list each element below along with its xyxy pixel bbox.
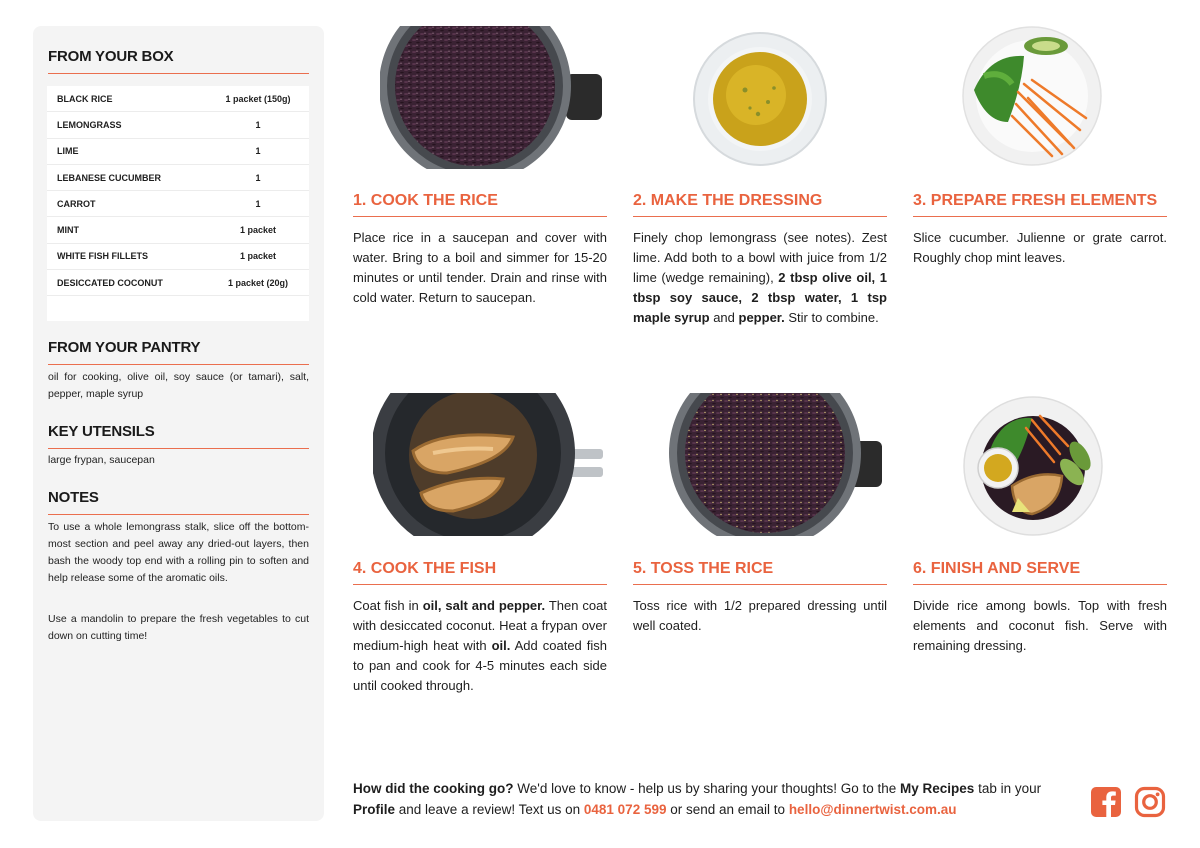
step-3-title: 3. PREPARE FRESH ELEMENTS (913, 192, 1167, 217)
step-4-title: 4. COOK THE FISH (353, 560, 607, 585)
box-ingredients-table (47, 86, 309, 321)
ingredient-quantity: 1 (255, 119, 261, 130)
step-text-segment: Slice cucumber. Julienne or grate carrot. Roughly chop mint leaves. (913, 230, 1167, 265)
box-ingredient-row (47, 244, 309, 270)
ingredient-quantity: 1 packet (20g) (227, 277, 289, 288)
footer-text-2: tab in your (974, 781, 1042, 796)
step-2-title: 2. MAKE THE DRESSING (633, 192, 887, 217)
facebook-icon[interactable] (1090, 786, 1122, 818)
notes-title: NOTES (48, 489, 309, 515)
step-text-segment: oil. (491, 638, 511, 653)
ingredient-name: DESICCATED COCONUT (57, 277, 163, 288)
my-recipes-link[interactable]: My Recipes (900, 781, 975, 796)
ingredient-quantity: 1 packet (150g) (225, 93, 291, 104)
box-ingredient-row (47, 112, 309, 138)
ingredient-quantity: 1 packet (239, 251, 277, 262)
dressing-bowl-image (690, 30, 830, 168)
step-text-segment: Toss rice with 1/2 prepared dressing until well coated. (633, 598, 887, 633)
step-1-title: 1. COOK THE RICE (353, 192, 607, 217)
footer-text-4: or send an email to (666, 802, 789, 817)
black-rice-saucepan-image (380, 26, 610, 169)
instagram-icon[interactable] (1134, 786, 1166, 818)
footer-question: How did the cooking go? (353, 781, 514, 796)
fresh-vegetables-plate-image (962, 26, 1102, 166)
utensils-text: large frypan, saucepan (48, 454, 155, 466)
step-text-segment: Coat fish in (353, 598, 423, 613)
step-text-segment: and (709, 310, 739, 325)
ingredient-name: CARROT (57, 198, 96, 209)
from-your-box-title: FROM YOUR BOX (48, 48, 309, 74)
step-5-title: 5. TOSS THE RICE (633, 560, 887, 585)
step-text-segment: Then coat with desiccated coconut. Heat a frypan over medium-high heat with (353, 598, 607, 653)
ingredient-name: LEMONGRASS (57, 119, 122, 130)
box-ingredient-row (47, 86, 309, 112)
ingredient-name: MINT (57, 225, 79, 236)
box-ingredient-row (47, 139, 309, 165)
step-text-segment: Finely chop lemongrass (see notes). Zest lime. Add both to a bowl with juice from 1/2 lime (wedge remaining), (633, 230, 887, 285)
tossed-rice-saucepan-image (660, 393, 890, 536)
ingredient-quantity: 1 (255, 198, 261, 209)
footer-text-1: We'd love to know - help us by sharing your thoughts! Go to the (513, 781, 901, 796)
step-text-segment: Place rice in a saucepan and cover with water. Bring to a boil and simmer for 15-20 minutes or until tender. Drain and rinse with cold water. Return to saucepan. (353, 230, 607, 305)
served-bowl-image (962, 396, 1104, 536)
step-3-body (913, 228, 1167, 268)
step-text-segment: Add coated fish to pan and cook for 4-5 minutes each side until cooked through. (353, 638, 608, 693)
box-ingredient-row (47, 165, 309, 191)
ingredient-name: LIME (57, 146, 79, 157)
step-text-segment: Divide rice among bowls. Top with fresh elements and coconut fish. Serve with remaining dressing. (913, 598, 1167, 653)
email-link[interactable]: hello@dinnertwist.com.au (788, 802, 957, 817)
pantry-text: oil for cooking, olive oil, soy sauce (or tamari), salt, pepper, maple syrup (48, 371, 309, 400)
step-2-body (633, 228, 887, 328)
notes-text-2: Use a mandolin to prepare the fresh vegetables to cut down on cutting time! (48, 613, 309, 642)
step-1-body (353, 228, 607, 308)
step-6-body (913, 596, 1167, 656)
box-ingredient-row (47, 217, 309, 243)
box-ingredient-row (47, 191, 309, 217)
ingredient-name: WHITE FISH FILLETS (57, 251, 148, 262)
footer-text-3: and leave a review! Text us on (395, 802, 584, 817)
feedback-footer (353, 778, 1073, 820)
step-text-segment: 2 tbsp olive oil, 1 tbsp soy sauce, 2 tbsp water, 1 tsp maple syrup (633, 270, 887, 325)
notes-text-1: To use a whole lemongrass stalk, slice off the bottom-most section and peel away any dried-out layers, then bash the woody top end with a rolling pin to soften and help release some of the aromatic oils. (48, 521, 309, 584)
ingredient-quantity: 1 (255, 172, 261, 183)
ingredient-name: BLACK RICE (57, 93, 113, 104)
ingredient-quantity: 1 packet (239, 225, 277, 236)
step-4-body (353, 596, 607, 696)
step-text-segment: Stir to combine. (784, 310, 879, 325)
ingredient-quantity: 1 (255, 146, 261, 157)
step-5-body (633, 596, 887, 636)
ingredients-panel (33, 26, 324, 821)
pantry-title: FROM YOUR PANTRY (48, 339, 309, 365)
step-6-title: 6. FINISH AND SERVE (913, 560, 1167, 585)
utensils-title: KEY UTENSILS (48, 423, 309, 449)
phone-number-link[interactable]: 0481 072 599 (583, 802, 667, 817)
profile-link[interactable]: Profile (353, 802, 396, 817)
fish-frypan-image (373, 393, 603, 536)
step-text-segment: oil, salt and pepper. (422, 598, 546, 613)
ingredient-name: LEBANESE CUCUMBER (57, 172, 162, 183)
box-ingredient-row (47, 270, 309, 296)
step-text-segment: pepper. (738, 310, 785, 325)
